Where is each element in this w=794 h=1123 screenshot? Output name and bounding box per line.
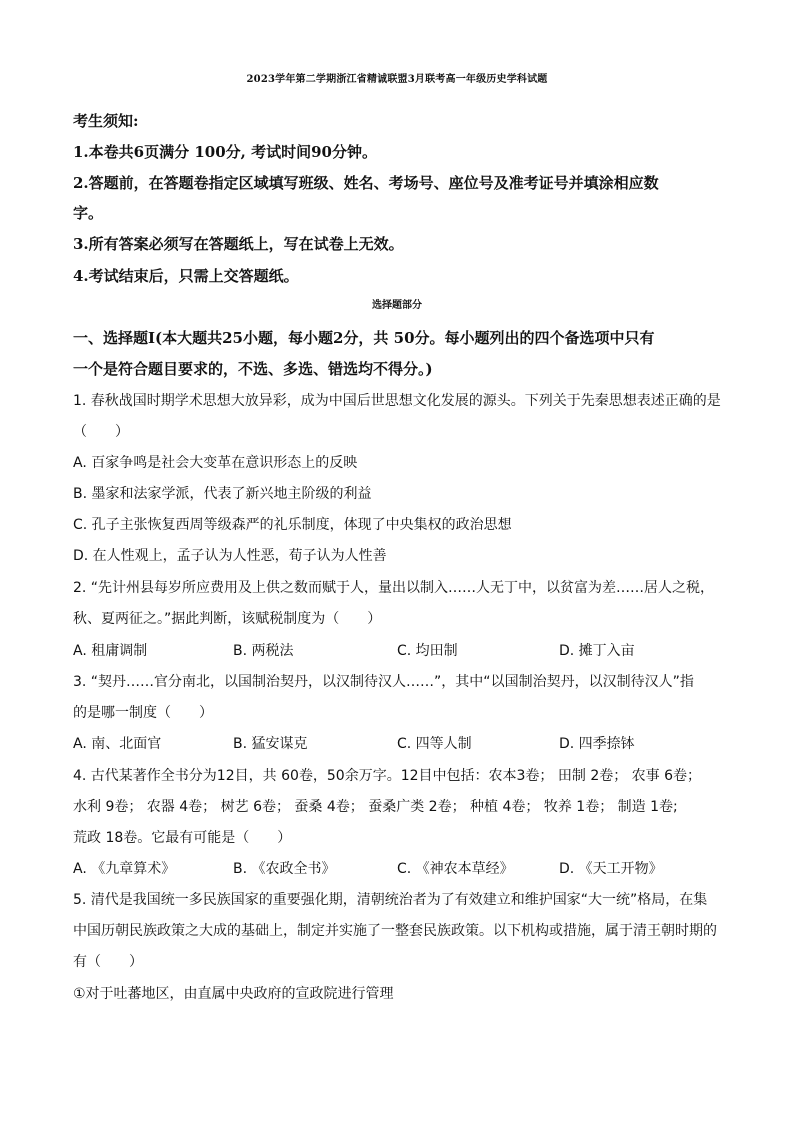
notice-item-2-cont: 字。 <box>73 204 104 222</box>
q5-item-1: ①对于吐蕃地区，由直属中央政府的宣政院进行管理 <box>73 986 394 1002</box>
q4-stem-line2: 水利 9卷； 农器 4卷； 树艺 6卷； 蚕桑 4卷； 蚕桑广类 2卷； 种植 4卷； 牧养 1卷； 制造 1卷; <box>73 799 678 815</box>
notice-heading: 考生须知: <box>73 112 139 130</box>
section-instruction-1: 一、选择题Ⅰ(本大题共25小题，每小题2分，共 50分。每小题列出的四个备选项中只有 <box>73 329 655 347</box>
q4-option-c: C. 《神农本草经》 <box>397 861 514 877</box>
notice-item-4: 4.考试结束后，只需上交答题纸。 <box>73 267 299 285</box>
section-instruction-2: 一个是符合题目要求的，不选、多选、错选均不得分。) <box>73 360 433 378</box>
q4-option-a: A. 《九章算术》 <box>73 861 176 877</box>
q4-stem-line3: 荒政 18卷。它最有可能是（ ） <box>73 830 292 846</box>
q4-stem-line1: 4. 古代某著作全书分为12目，共 60卷，50余万字。12目中包括：农本3卷； 田制 2卷； 农事 6卷； <box>73 768 702 784</box>
q3-option-a: A. 南、北面官 <box>73 736 162 752</box>
q5-stem-line2: 中国历朝民族政策之大成的基础上，制定并实施了一整套民族政策。以下机构或措施，属于清王朝时期的 <box>73 923 717 939</box>
q2-option-c: C. 均田制 <box>397 643 458 659</box>
q4-option-d: D. 《天工开物》 <box>559 861 663 877</box>
q3-option-b: B. 猛安谋克 <box>233 736 308 752</box>
q5-stem-line3: 有（ ） <box>73 954 143 970</box>
q5-stem-line1: 5. 清代是我国统一多民族国家的重要强化期，清朝统治者为了有效建立和维护国家“大一统”格局，在集 <box>73 892 708 908</box>
q2-option-d: D. 摊丁入亩 <box>559 643 635 659</box>
q3-option-d: D. 四季捺钵 <box>559 736 635 752</box>
q2-option-a: A. 租庸调制 <box>73 643 148 659</box>
q2-stem-line1: 2. “先计州县每岁所应费用及上供之数而赋于人，量出以制入……人无丁中，以贫富为差……居人之税， <box>73 580 715 596</box>
q2-option-b: B. 两税法 <box>233 643 294 659</box>
section-title: 选择题部分 <box>372 300 422 311</box>
notice-item-2: 2.答题前，在答题卷指定区域填写班级、姓名、考场号、座位号及准考证号并填涂相应数 <box>73 174 659 192</box>
q1-stem-line1: 1. 春秋战国时期学术思想大放异彩，成为中国后世思想文化发展的源头。下列关于先秦思想表述正确的是 <box>73 393 721 409</box>
q1-option-d: D. 在人性观上，孟子认为人性恶，荀子认为人性善 <box>73 548 387 564</box>
q4-option-b: B. 《农政全书》 <box>233 861 336 877</box>
q1-option-c: C. 孔子主张恢复西周等级森严的礼乐制度，体现了中央集权的政治思想 <box>73 517 512 533</box>
notice-item-3: 3.所有答案必须写在答题纸上，写在试卷上无效。 <box>73 235 404 253</box>
notice-item-1: 1.本卷共6页满分 100分, 考试时间90分钟。 <box>73 143 377 161</box>
q3-stem-line2: 的是哪一制度（ ） <box>73 705 213 721</box>
q1-stem-line2: （ ） <box>73 424 129 440</box>
exam-title: 2023学年第二学期浙江省精诚联盟3月联考高一年级历史学科试题 <box>246 74 548 85</box>
q1-option-b: B. 墨家和法家学派，代表了新兴地主阶级的利益 <box>73 486 372 502</box>
q3-stem-line1: 3. “契丹……官分南北，以国制治契丹，以汉制待汉人……”，其中“以国制治契丹，以汉制待汉人”指 <box>73 674 694 690</box>
q1-option-a: A. 百家争鸣是社会大变革在意识形态上的反映 <box>73 455 358 471</box>
q2-stem-line2: 秋、夏两征之。”据此判断，该赋税制度为（ ） <box>73 611 382 627</box>
q3-option-c: C. 四等人制 <box>397 736 472 752</box>
